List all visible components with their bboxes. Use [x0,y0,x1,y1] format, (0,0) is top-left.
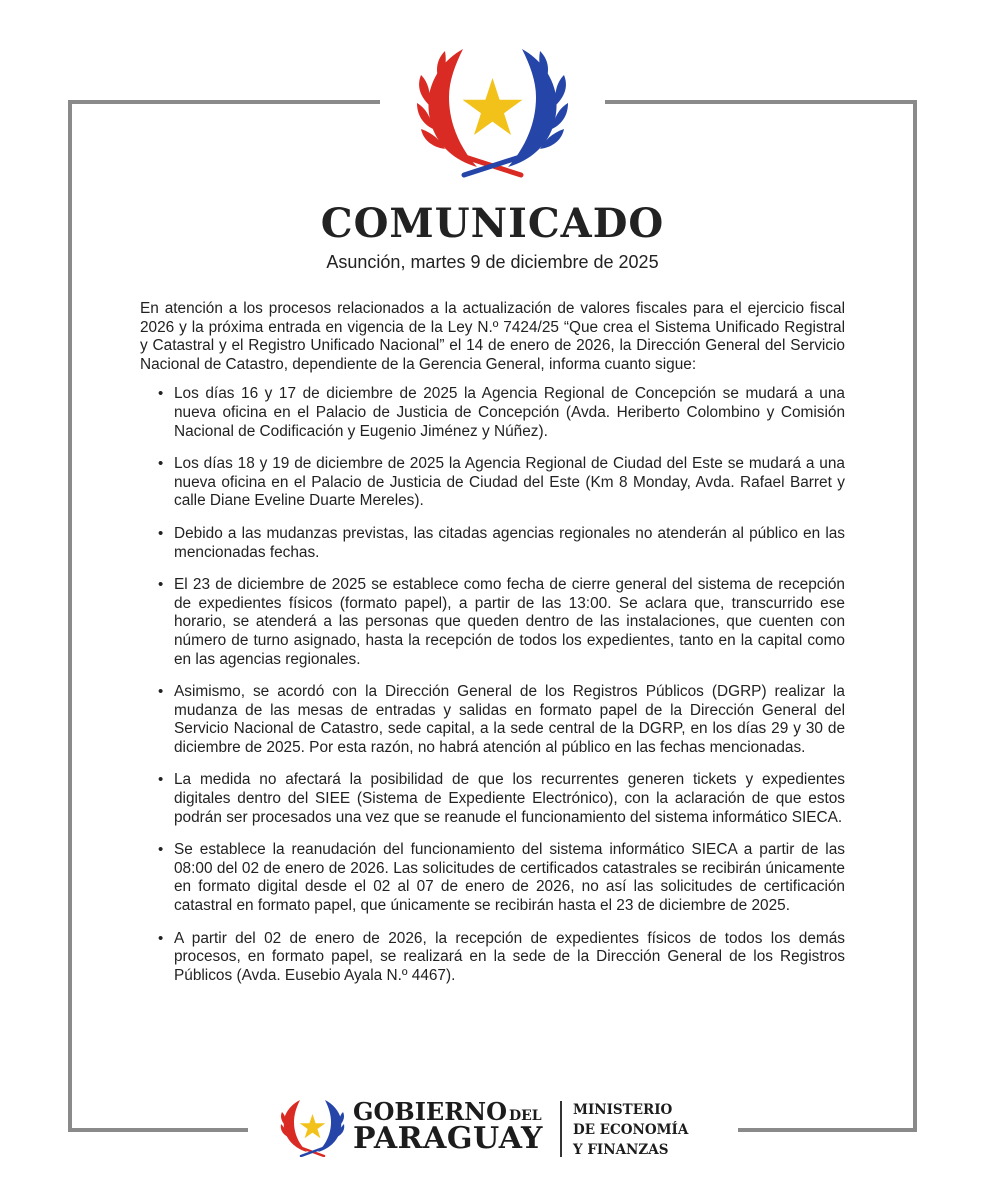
government-del: DEL [509,1108,542,1124]
list-item: • El 23 de diciembre de 2025 se establece como fecha de cierre general del sistema de recepción de expedientes físicos (formato papel), a partir de las 13:00. Se aclara que, transcurrido ese horario, se atenderá a las personas que queden dentro de las instalaciones, que cuenten con número de turno asignado, hasta la recepción de todos los expedientes, tanto en la capital como en las agencias regionales. [140,576,845,669]
list-item: • Los días 16 y 17 de diciembre de 2025 la Agencia Regional de Concepción se mudará a una nueva oficina en el Palacio de Justicia de Concepción (Avda. Heriberto Colombino y Comisión Nacional de Codificación y Eugenio Jiménez y Núñez). [140,385,845,441]
red-laurel-branch [417,49,477,167]
list-item: • Se establece la reanudación del funcionamiento del sistema informático SIECA a partir de las 08:00 del 02 de enero de 2026. Las solicitudes de certificados catastrales se recibirán únicamente en formato digital desde el 02 al 07 de enero de 2026, no así las solicitudes de certificación catastral en formato papel, que únicamente se recibirán hasta el 23 de diciembre de 2025. [140,841,845,915]
page-title: COMUNICADO [320,200,665,247]
government-emblem-icon [280,1099,345,1157]
ministry-label [573,1100,688,1160]
frame-top-left [68,100,380,104]
blue-laurel-branch [508,49,568,167]
list-item: • Asimismo, se acordó con la Dirección General de los Registros Públicos (DGRP) realizar la mudanza de las mesas de entradas y salidas en formato papel de la Dirección General del Servicio Nacional de Catastro, sede capital, a la sede central de la DGRP, en los días 29 y 30 de diciembre de 2025. Por esta razón, no habrá atención al público en las fechas mencionadas. [140,683,845,757]
footer-logo [280,1093,710,1163]
list-item: • Debido a las mudanzas previstas, las citadas agencias regionales no atenderán al público en las mencionadas fechas. [140,525,845,562]
intro-paragraph: En atención a los procesos relacionados a la actualización de valores fiscales para el ejercicio fiscal 2026 y la próxima entrada en vigencia de la Ley N.º 7424/25 “Que crea el Sistema Unificado Registral y Catastral y el Registro Unificado Nacional” el 14 de enero de 2026, la Dirección General del Servicio Nacional de Catastro, dependiente de la Gerencia General, informa cuanto sigue: [140,300,845,373]
frame-bottom-right [738,1128,917,1132]
communique-body [140,300,845,985]
government-word: GOBIERNO [353,1097,507,1126]
national-emblem-icon [415,45,570,180]
notice-list [140,385,845,985]
list-item: • La medida no afectará la posibilidad de que los recurrentes generen tickets y expedientes digitales dentro del SIEE (Sistema de Expediente Electrónico), con la aclaración de que estos podrán ser procesados una vez que se reanude el funcionamiento del sistema informático SIECA. [140,771,845,827]
ministry-line: Y FINANZAS [573,1142,669,1158]
gold-star [463,78,523,135]
country-label: PARAGUAY [353,1121,543,1156]
ministry-line: DE ECONOMÍA [573,1122,689,1138]
crossed-stems [464,157,521,175]
list-item: • A partir del 02 de enero de 2026, la recepción de expedientes físicos de todos los demás procesos, en formato papel, se realizará en la sede de la Dirección General de los Registros Públicos (Avda. Eusebio Ayala N.º 4467). [140,930,845,986]
frame-top-right [605,100,917,104]
dateline: Asunción, martes 9 de diciembre de 2025 [326,252,659,272]
frame-bottom-left [68,1128,248,1132]
list-item: • Los días 18 y 19 de diciembre de 2025 la Agencia Regional de Ciudad del Este se mudará a una nueva oficina en el Palacio de Justicia de Ciudad del Este (Km 8 Monday, Avda. Rafael Barret y calle Diane Eveline Duarte Mereles). [140,455,845,511]
footer-divider [560,1101,562,1157]
ministry-line: MINISTERIO [573,1102,673,1118]
